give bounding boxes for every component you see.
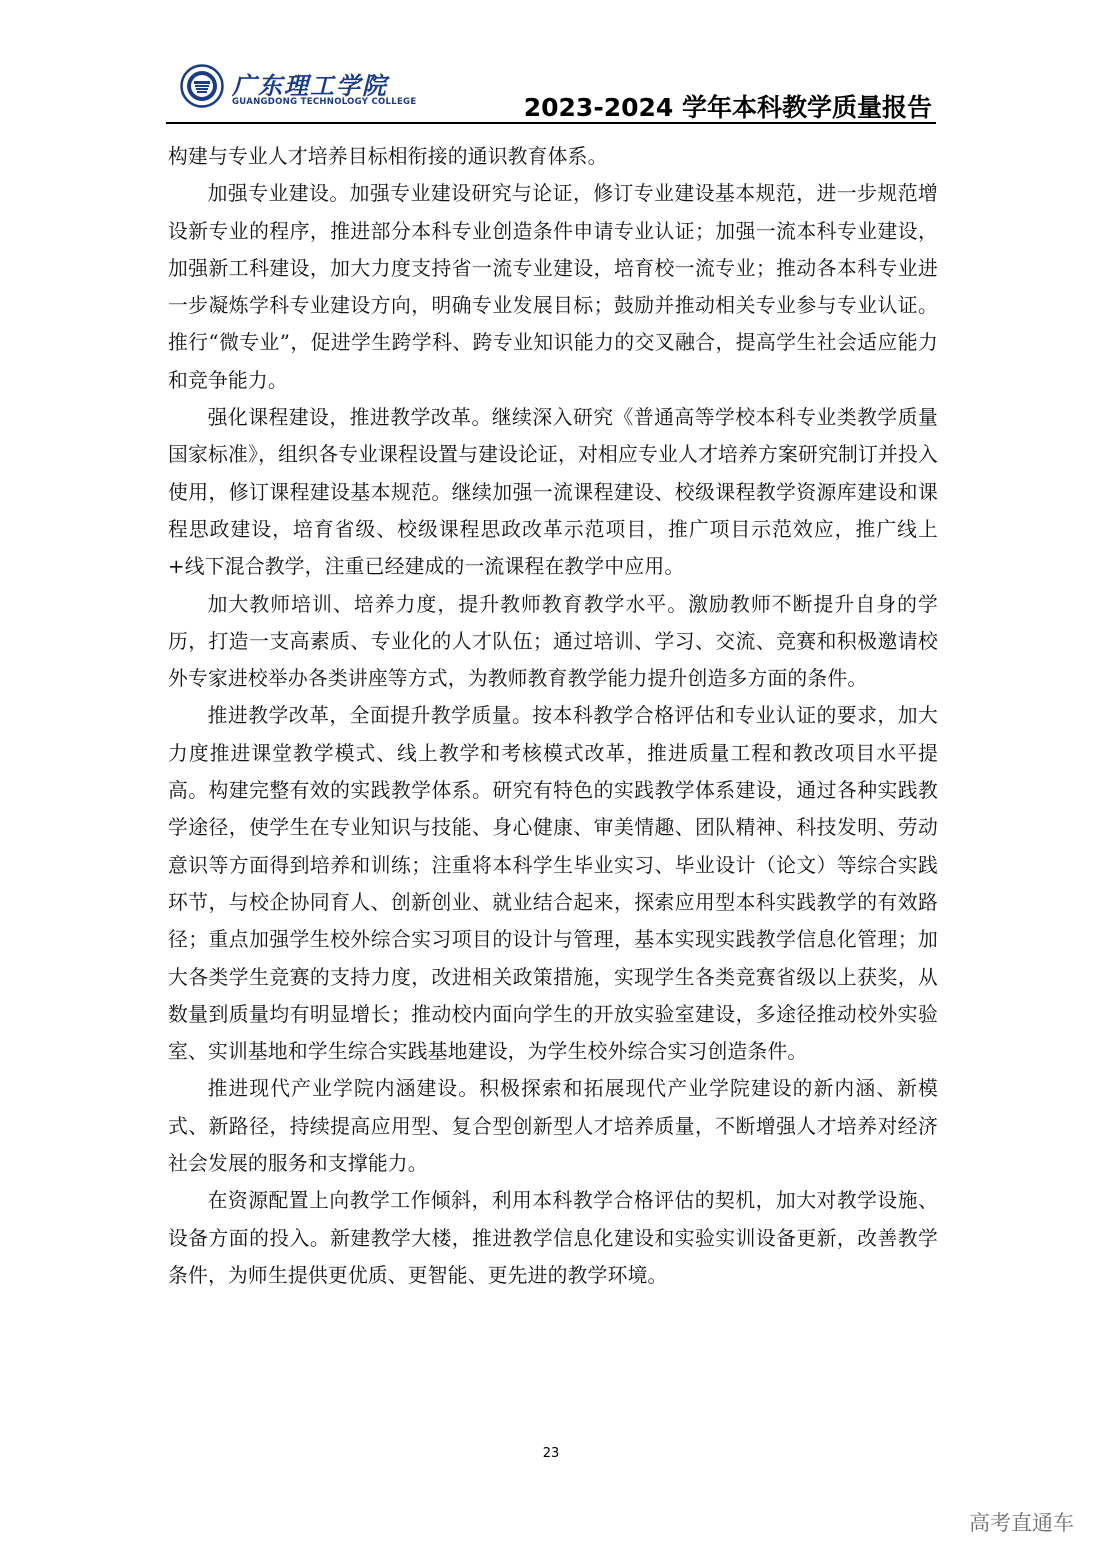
college-logo (180, 64, 417, 114)
logo-chinese-name: 广东理工学院 (232, 72, 388, 100)
paragraph-continuation: 构建与专业人才培养目标相衔接的通识教育体系。 (168, 145, 608, 168)
paragraph-course-construction: 强化课程建设，推进教学改革。继续深入研究《普通高等学校本科专业类教学质量国家标准》，组织各专业课程设置与建设论证，对相应专业人才培养方案研究制订并投入使用，修订课程建设基本规范。继续加强一流课程建设、校级课程教学资源库建设和课程思政建设，培育省级、校级课程思政改革示范项目，推广项目示范效应，推广线上+线下混合教学，注重已经建成的一流课程在教学中应用。 (168, 406, 938, 579)
header-divider (166, 122, 936, 124)
paragraph-resource-allocation: 在资源配置上向教学工作倾斜，利用本科教学合格评估的契机，加大对教学设施、设备方面的投入。新建教学大楼，推进教学信息化建设和实验实训设备更新，改善教学条件，为师生提供更优质、更智能、更先进的教学环境。 (168, 1189, 938, 1287)
logo-english-name: GUANGDONG TECHNOLOGY COLLEGE (232, 97, 417, 107)
page-header (166, 58, 936, 126)
paragraph-teaching-reform: 推进教学改革，全面提升教学质量。按本科教学合格评估和专业认证的要求，加大力度推进课堂教学模式、线上教学和考核模式改革，推进质量工程和教改项目水平提高。构建完整有效的实践教学体系。研究有特色的实践教学体系建设，通过各种实践教学途径，使学生在专业知识与技能、身心健康、审美情趣、团队精神、科技发明、劳动意识等方面得到培养和训练；注重将本科学生毕业实习、毕业设计（论文）等综合实践环节，与校企协同育人、创新创业、就业结合起来，探索应用型本科实践教学的有效路径；重点加强学生校外综合实习项目的设计与管理，基本实现实践教学信息化管理；加大各类学生竞赛的支持力度，改进相关政策措施，实现学生各类竞赛省级以上获奖，从数量到质量均有明显增长；推动校内面向学生的开放实验室建设，多途径推动校外实验室、实训基地和学生综合实践基地建设，为学生校外综合实习创造条件。 (168, 704, 938, 1064)
paragraph-major-construction: 加强专业建设。加强专业建设研究与论证，修订专业建设基本规范，进一步规范增设新专业的程序，推进部分本科专业创造条件申请专业认证；加强一流本科专业建设，加强新工科建设，加大力度支持省一流专业建设，培育校一流专业；推动各本科专业进一步凝炼学科专业建设方向，明确专业发展目标；鼓励并推动相关专业参与专业认证。推行“微专业”，促进学生跨学科、跨专业知识能力的交叉融合，提高学生社会适应能力和竞争能力。 (168, 182, 938, 392)
paragraph-industry-college: 推进现代产业学院内涵建设。积极探索和拓展现代产业学院建设的新内涵、新模式、新路径，持续提高应用型、复合型创新型人才培养质量，不断增强人才培养对经济社会发展的服务和支撑能力。 (168, 1077, 938, 1176)
paragraph-teacher-training: 加大教师培训、培养力度，提升教师教育教学水平。激励教师不断提升自身的学历，打造一支高素质、专业化的人才队伍；通过培训、学习、交流、竞赛和积极邀请校外专家进校举办各类讲座等方式，为教师教育教学能力提升创造多方面的条件。 (168, 592, 938, 691)
report-title: 2023-2024 学年本科教学质量报告 (523, 93, 932, 122)
watermark: 高考直通车 (969, 1511, 1074, 1535)
page-number: 23 (542, 1446, 560, 1461)
college-seal-icon (180, 64, 224, 108)
body-text (168, 138, 938, 1294)
